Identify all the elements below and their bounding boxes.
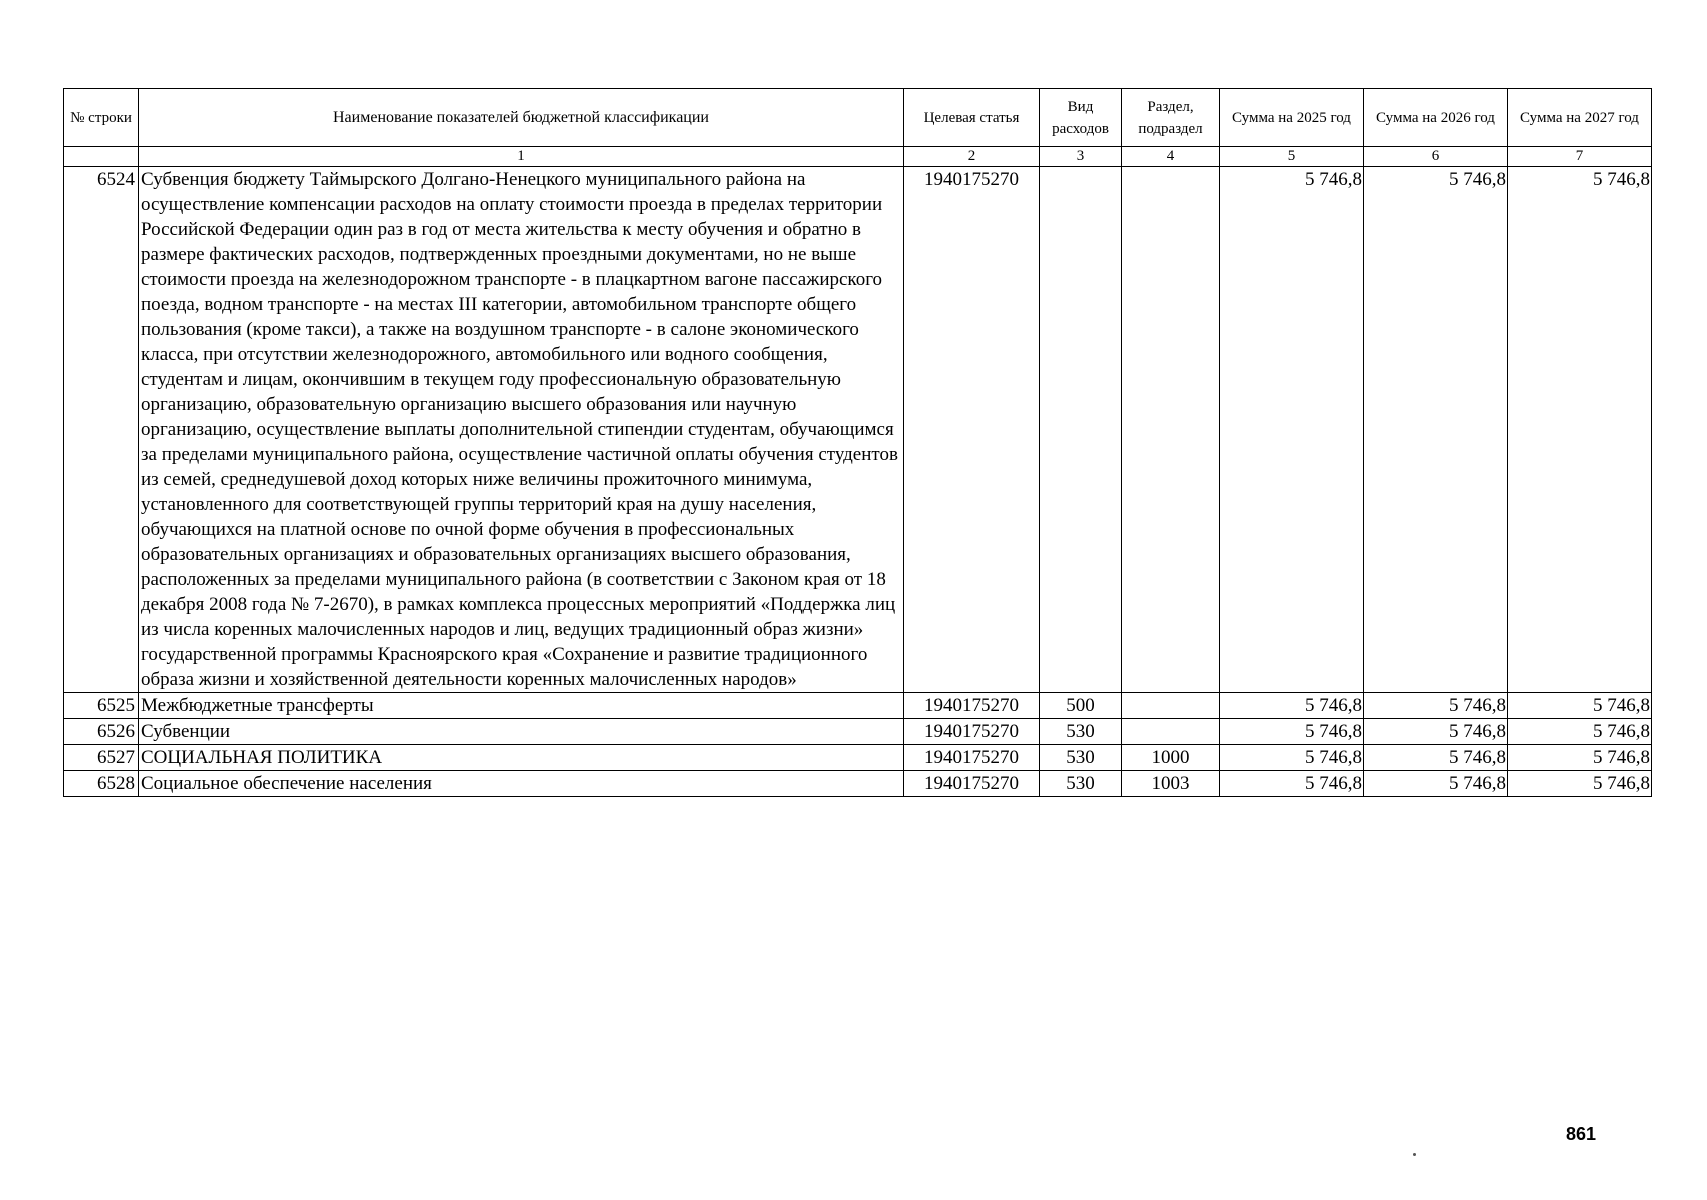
column-number-row [64, 147, 1652, 167]
sum-2025: 5 746,8 [1220, 167, 1364, 693]
sum-2025: 5 746,8 [1220, 693, 1364, 719]
indicator-name: Межбюджетные трансферты [139, 693, 904, 719]
sum-2027: 5 746,8 [1508, 719, 1652, 745]
sum-2026: 5 746,8 [1364, 719, 1508, 745]
table-body [64, 167, 1652, 797]
table-row [64, 167, 1652, 693]
header-row [64, 89, 1652, 147]
header-sum-2027: Сумма на 2027 год [1508, 89, 1652, 147]
table-row [64, 719, 1652, 745]
table-row [64, 745, 1652, 771]
target-article: 1940175270 [904, 693, 1040, 719]
section-code [1122, 693, 1220, 719]
header-target-article: Целевая статья [904, 89, 1040, 147]
column-number [64, 147, 139, 167]
target-article: 1940175270 [904, 771, 1040, 797]
target-article: 1940175270 [904, 719, 1040, 745]
sum-2027: 5 746,8 [1508, 693, 1652, 719]
target-article: 1940175270 [904, 167, 1040, 693]
expense-type: 500 [1040, 693, 1122, 719]
indicator-name: СОЦИАЛЬНАЯ ПОЛИТИКА [139, 745, 904, 771]
row-number: 6524 [64, 167, 139, 693]
row-number: 6525 [64, 693, 139, 719]
table-header [64, 89, 1652, 167]
section-code: 1000 [1122, 745, 1220, 771]
sum-2025: 5 746,8 [1220, 771, 1364, 797]
sum-2025: 5 746,8 [1220, 745, 1364, 771]
column-number: 4 [1122, 147, 1220, 167]
budget-table-page [63, 88, 1651, 797]
expense-type [1040, 167, 1122, 693]
header-section: Раздел, подраздел [1122, 89, 1220, 147]
budget-classification-table [63, 88, 1652, 797]
sum-2026: 5 746,8 [1364, 693, 1508, 719]
scan-speck [1413, 1153, 1416, 1156]
header-expense-type: Вид расходов [1040, 89, 1122, 147]
indicator-name: Субвенции [139, 719, 904, 745]
table-row [64, 771, 1652, 797]
column-number: 3 [1040, 147, 1122, 167]
expense-type: 530 [1040, 771, 1122, 797]
sum-2025: 5 746,8 [1220, 719, 1364, 745]
column-number: 7 [1508, 147, 1652, 167]
sum-2026: 5 746,8 [1364, 745, 1508, 771]
expense-type: 530 [1040, 745, 1122, 771]
sum-2027: 5 746,8 [1508, 745, 1652, 771]
sum-2027: 5 746,8 [1508, 167, 1652, 693]
column-number: 6 [1364, 147, 1508, 167]
target-article: 1940175270 [904, 745, 1040, 771]
sum-2027: 5 746,8 [1508, 771, 1652, 797]
header-sum-2025: Сумма на 2025 год [1220, 89, 1364, 147]
row-number: 6528 [64, 771, 139, 797]
row-number: 6526 [64, 719, 139, 745]
header-sum-2026: Сумма на 2026 год [1364, 89, 1508, 147]
sum-2026: 5 746,8 [1364, 167, 1508, 693]
column-number: 2 [904, 147, 1040, 167]
section-code [1122, 719, 1220, 745]
indicator-name: Субвенция бюджету Таймырского Долгано-Ненецкого муниципального района на осуществление компенсации расходов на оплату стоимости проезда в пределах территории Российской Федерации один раз в год от места жительства к месту обучения и обратно в размере фактических расходов, подтвержденных проездными документами, но не выше стоимости проезда на железнодорожном транспорте - в плацкартном вагоне пассажирского поезда, водном транспорте - на местах III категории, автомобильном транспорте общего пользования (кроме такси), а также на воздушном транспорте - в салоне экономического класса, при отсутствии железнодорожного, автомобильного или водного сообщения, студентам и лицам, окончившим в текущем году профессиональную образовательную организацию, образовательную организацию высшего образования или научную организацию, осуществление выплаты дополнительной стипендии студентам, обучающимся за пределами муниципального района, осуществление частичной оплаты обучения студентов из семей, среднедушевой доход которых ниже величины прожиточного минимума, установленного для соответствующей группы территорий края на душу населения, обучающихся на платной основе по очной форме обучения в профессиональных образовательных организациях и образовательных организациях высшего образования, расположенных за пределами муниципального района (в соответствии с Законом края от 18 декабря 2008 года № 7-2670), в рамках комплекса процессных мероприятий «Поддержка лиц из числа коренных малочисленных народов и лиц, ведущих традиционный образ жизни» государственной программы Красноярского края «Сохранение и развитие традиционного образа жизни и хозяйственной деятельности коренных малочисленных народов» [139, 167, 904, 693]
sum-2026: 5 746,8 [1364, 771, 1508, 797]
page-number: 861 [1566, 1124, 1597, 1144]
column-number: 5 [1220, 147, 1364, 167]
expense-type: 530 [1040, 719, 1122, 745]
table-row [64, 693, 1652, 719]
header-indicator-name: Наименование показателей бюджетной классификации [139, 89, 904, 147]
header-row-number: № строки [64, 89, 139, 147]
section-code [1122, 167, 1220, 693]
section-code: 1003 [1122, 771, 1220, 797]
indicator-name: Социальное обеспечение населения [139, 771, 904, 797]
row-number: 6527 [64, 745, 139, 771]
column-number: 1 [139, 147, 904, 167]
